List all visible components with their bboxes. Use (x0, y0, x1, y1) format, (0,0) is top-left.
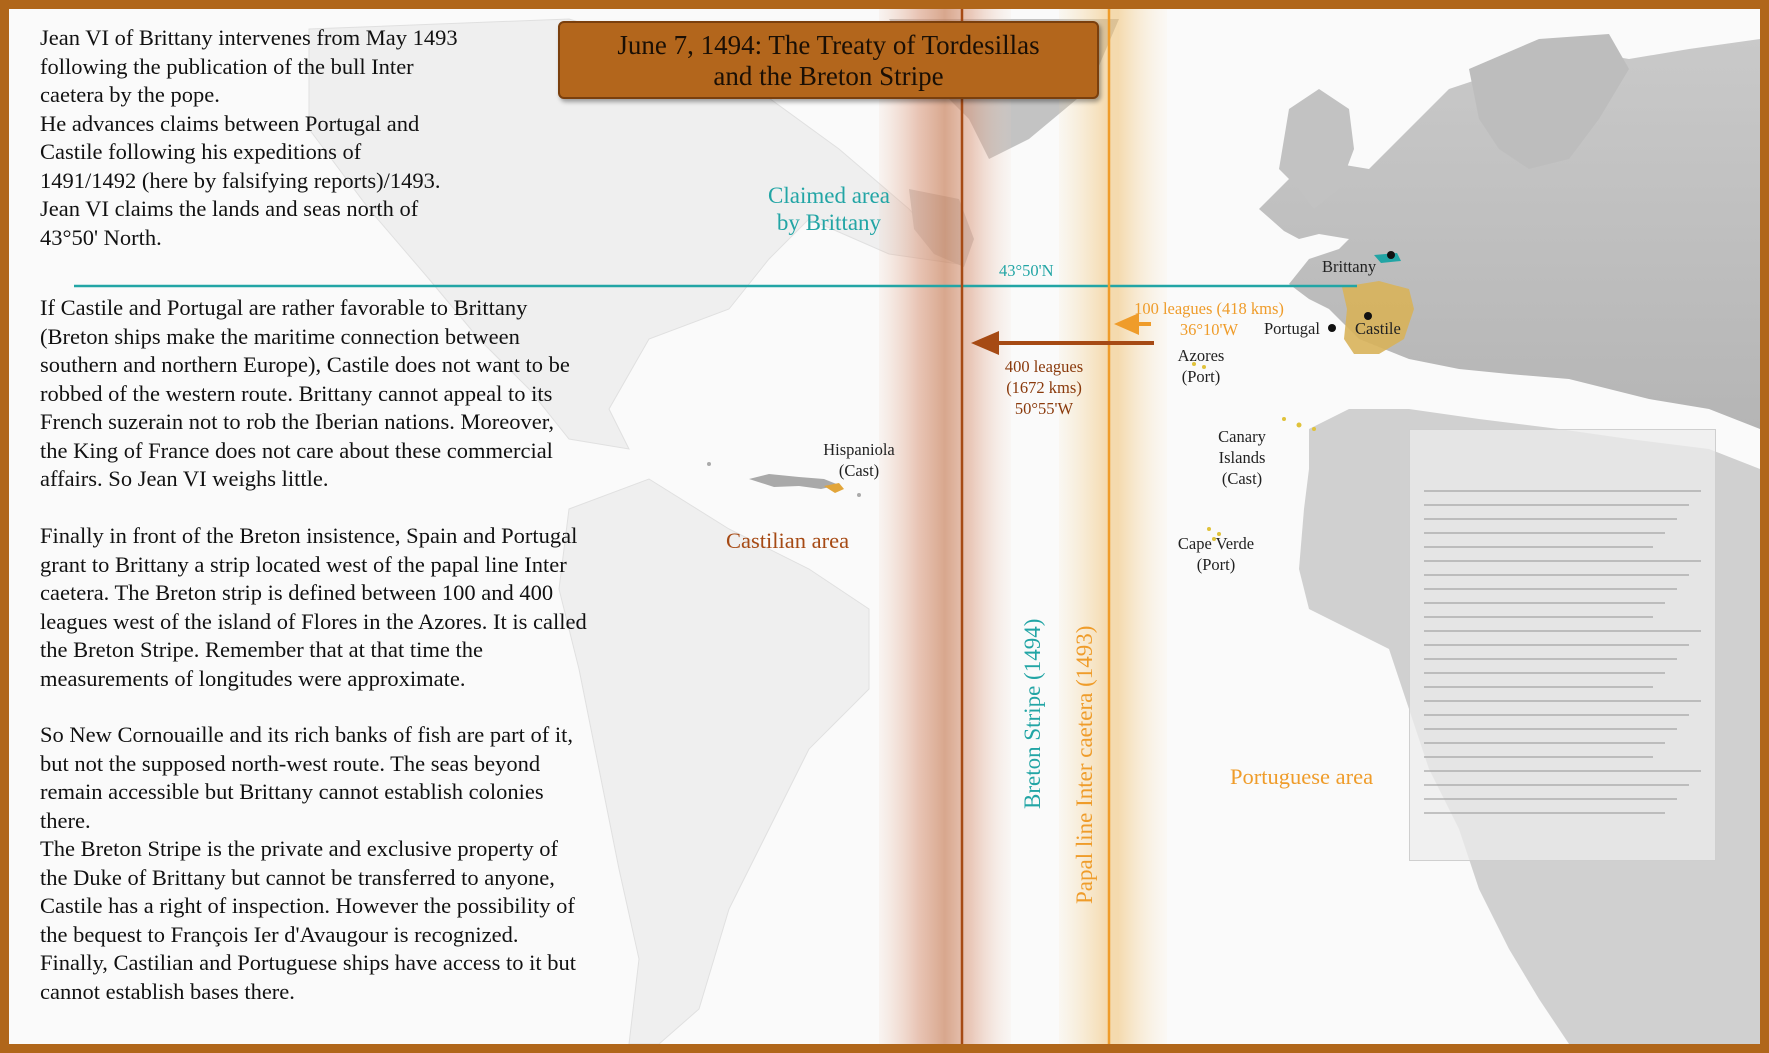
para4-line: The Breton Stripe is the private and exclusive property of (40, 836, 558, 861)
intro-line: following the publication of the bull Inter (40, 53, 414, 79)
document-script-line (1424, 518, 1677, 520)
document-script-line (1424, 532, 1665, 534)
canary-line-1: Canary (1218, 427, 1266, 446)
document-script-line (1424, 574, 1689, 576)
intro-line: He advances claims between Portugal and (40, 110, 420, 136)
four-hundred-leagues-label (994, 356, 1094, 419)
document-script-line (1424, 630, 1701, 632)
document-script-line (1424, 504, 1689, 506)
para2-line: If Castile and Portugal are rather favorable to Brittany (40, 295, 528, 320)
cape-verde-label (1161, 533, 1271, 575)
four-hundred-line-1: 400 leagues (1004, 357, 1084, 376)
title-line-2: and the Breton Stripe (713, 61, 944, 91)
hundred-leagues-line-1: 100 leagues (418 kms) (1134, 299, 1284, 318)
para3-line: Finally in front of the Breton insistence, Spain and Portugal (40, 523, 578, 548)
map-canvas (9, 9, 1760, 1044)
castile-label: Castile (1355, 319, 1401, 338)
azores-label (1161, 345, 1241, 387)
hispaniola-line-1: Hispaniola (823, 440, 895, 459)
para4-line: Finally, Castilian and Portuguese ships have access to it but (40, 950, 576, 975)
document-script-line (1424, 812, 1665, 814)
paragraph-breton-stripe (40, 522, 700, 693)
document-script-line (1424, 546, 1653, 548)
portugal-label: Portugal (1264, 319, 1320, 338)
title-line-1: June 7, 1494: The Treaty of Tordesillas (617, 30, 1040, 60)
document-script-line (1424, 728, 1677, 730)
para3-line: the Breton Stripe. Remember that at that time the (40, 637, 484, 662)
azores-line-2: (Port) (1181, 367, 1221, 386)
para2-line: (Breton ships make the maritime connection between (40, 323, 520, 349)
document-script-line (1424, 784, 1689, 786)
para2-line: southern and northern Europe), Castile does not want to be (40, 352, 570, 377)
document-script-line (1424, 714, 1689, 716)
four-hundred-line-3: 50°55'W (1014, 399, 1074, 418)
cape-verde-line-2: (Port) (1196, 555, 1236, 574)
document-script-line (1424, 602, 1665, 604)
document-script-line (1424, 770, 1701, 772)
latitude-label: 43°50'N (999, 261, 1054, 280)
castilian-area-label: Castilian area (726, 528, 850, 553)
document-script-line (1424, 616, 1653, 618)
hispaniola-label (809, 439, 909, 481)
para4-line: there. (40, 807, 91, 833)
intro-line: Castile following his expeditions of (40, 139, 362, 164)
para3-line: grant to Brittany a strip located west of the papal line Inter (40, 551, 567, 577)
intro-line: caetera by the pope. (40, 82, 220, 107)
para4-line: the Duke of Brittany but cannot be transferred to anyone, (40, 864, 555, 890)
hundred-leagues-line-2: 36°10'W (1179, 320, 1239, 339)
brittany-dot (1387, 251, 1395, 259)
document-script-line (1424, 798, 1677, 800)
para3-line: caetera. The Breton strip is defined between 100 and 400 (40, 580, 554, 605)
intro-line: Jean VI claims the lands and seas north of (40, 196, 419, 221)
breton-stripe-band (879, 9, 1011, 1044)
para2-line: affairs. So Jean VI weighs little. (40, 466, 329, 491)
document-script-line (1424, 700, 1701, 702)
document-script-line (1424, 756, 1653, 758)
document-script-line (1424, 588, 1677, 590)
para3-line: measurements of longitudes were approximate. (40, 665, 466, 691)
document-script-line (1424, 658, 1677, 660)
portuguese-area-label: Portuguese area (1230, 764, 1374, 789)
para4-line: the bequest to François Ier d'Avaugour is recognized. (40, 921, 519, 947)
hispaniola-line-2: (Cast) (838, 461, 880, 480)
cape-verde-line-1: Cape Verde (1177, 534, 1255, 553)
claimed-area-line-1: Claimed area (768, 183, 890, 208)
canary-line-2: Islands (1218, 448, 1266, 467)
document-script-line (1424, 560, 1701, 562)
treaty-document-image (1409, 429, 1716, 861)
intro-paragraph (40, 24, 560, 252)
document-script-line (1424, 686, 1653, 688)
portugal-dot (1328, 324, 1336, 332)
paragraph-new-cornouaille (40, 721, 700, 1006)
para2-line: French suzerain not to rob the Iberian nations. Moreover, (40, 409, 554, 434)
para4-line: but not the supposed north-west route. The seas beyond (40, 750, 541, 776)
claimed-area-label (719, 182, 939, 236)
document-script-line (1424, 490, 1701, 492)
para4-line: Castile has a right of inspection. However the possibility of (40, 893, 575, 918)
intro-line: 43°50' North. (40, 224, 162, 250)
papal-line-label: Papal line Inter caetera (1493) (1072, 625, 1097, 904)
para2-line: robbed of the western route. Brittany cannot appeal to its (40, 380, 553, 406)
claimed-area-line-2: by Brittany (776, 210, 882, 235)
breton-stripe-label: Breton Stripe (1494) (1020, 618, 1045, 809)
para4-line: So New Cornouaille and its rich banks of fish are part of it, (40, 722, 574, 747)
canary-line-3: (Cast) (1221, 469, 1263, 488)
para4-line: cannot establish bases there. (40, 978, 295, 1004)
para2-line: the King of France does not care about these commercial (40, 437, 553, 463)
title-banner (558, 21, 1099, 99)
brittany-label: Brittany (1322, 257, 1377, 276)
document-script-line (1424, 644, 1689, 646)
para4-line: remain accessible but Brittany cannot establish colonies (40, 779, 544, 804)
intro-line: 1491/1492 (here by falsifying reports)/1493. (40, 167, 441, 193)
paragraph-castile-portugal (40, 294, 700, 494)
document-script-line (1424, 742, 1665, 744)
para3-line: leagues west of the island of Flores in the Azores. It is called (40, 608, 587, 634)
intro-line: Jean VI of Brittany intervenes from May 1493 (40, 25, 458, 50)
document-script-line (1424, 672, 1665, 674)
azores-line-1: Azores (1177, 346, 1225, 365)
four-hundred-line-2: (1672 kms) (1006, 378, 1082, 397)
canary-islands-label (1202, 426, 1282, 489)
